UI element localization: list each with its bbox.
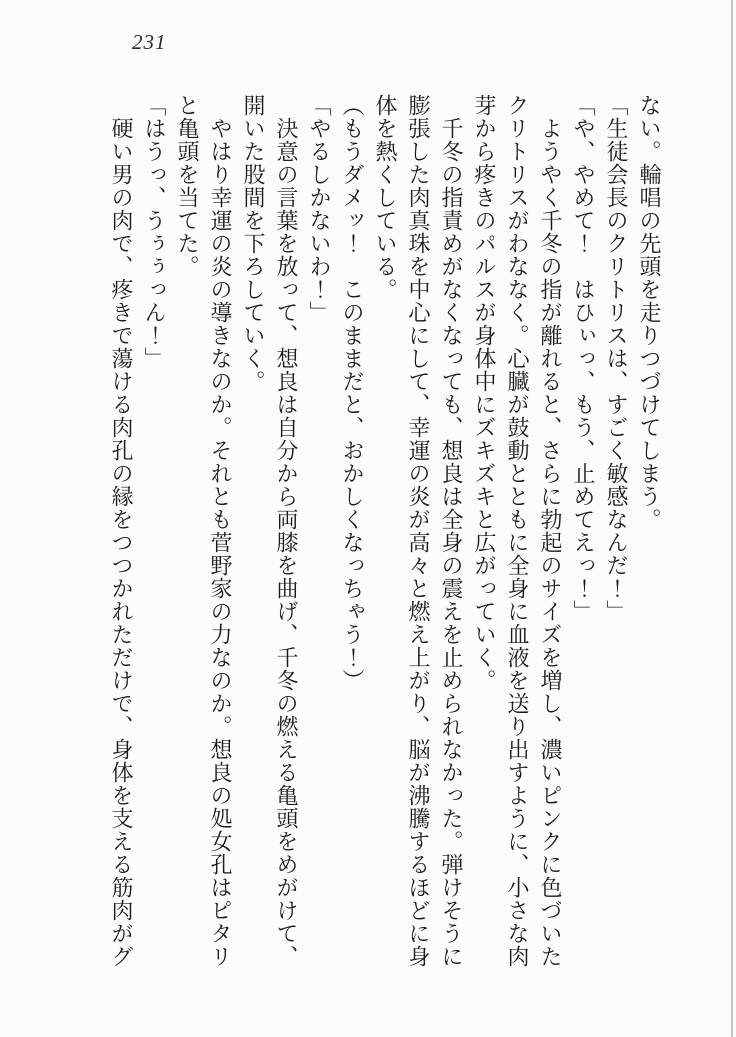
text-column: 芽から疼きのパルスが身体中にズキズキと広がっていく。: [472, 94, 497, 692]
text-column: 決意の言葉を放って、想良は自分から両膝を曲げ、千冬の燃える亀頭をめがけて、: [274, 94, 299, 968]
text-column: 膨張した肉真珠を中心にして、幸運の炎が高々と燃え上がり、脳が沸騰するほどに身: [406, 94, 431, 968]
page-edge-line: [731, 0, 733, 1037]
text-column: 硬い男の肉で、疼きで蕩ける肉孔の縁をつつかれただけで、身体を支える筋肉がグ: [109, 94, 134, 968]
text-column: （もうダメッ！ このままだと、おかしくなっちゃう！）: [340, 94, 365, 692]
text-column: 千冬の指責めがなくなっても、想良は全身の震えを止められなかった。弾けそうに: [439, 94, 464, 968]
text-column: 開いた股間を下ろしていく。: [241, 94, 266, 393]
vertical-text-block: [105, 94, 666, 991]
text-column: ない。輪唱の先頭を走りつづけてしまう。: [637, 94, 662, 531]
text-column: 「や、やめて！ はひぃっ、もう、止めてえっ！」: [571, 94, 596, 623]
text-column: 体を熱くしている。: [373, 94, 398, 301]
text-column: クリトリスがわななく。心臓が鼓動とともに全身に血液を送り出すように、小さな肉: [505, 94, 530, 968]
page-number: 231: [132, 30, 167, 54]
text-column: やはり幸運の炎の導きなのか。それとも菅野家の力なのか。想良の処女孔はピタリ: [208, 94, 233, 968]
text-column: 「生徒会長のクリトリスは、すごく敏感なんだ！」: [604, 94, 629, 623]
text-column: 「はうっ、うぅぅっん！」: [142, 94, 167, 370]
text-column: ようやく千冬の指が離れると、さらに勃起のサイズを増し、濃いピンクに色づいた: [538, 94, 563, 968]
text-column: と亀頭を当てた。: [175, 94, 200, 278]
text-column: 「やるしかないわ！」: [307, 94, 332, 324]
